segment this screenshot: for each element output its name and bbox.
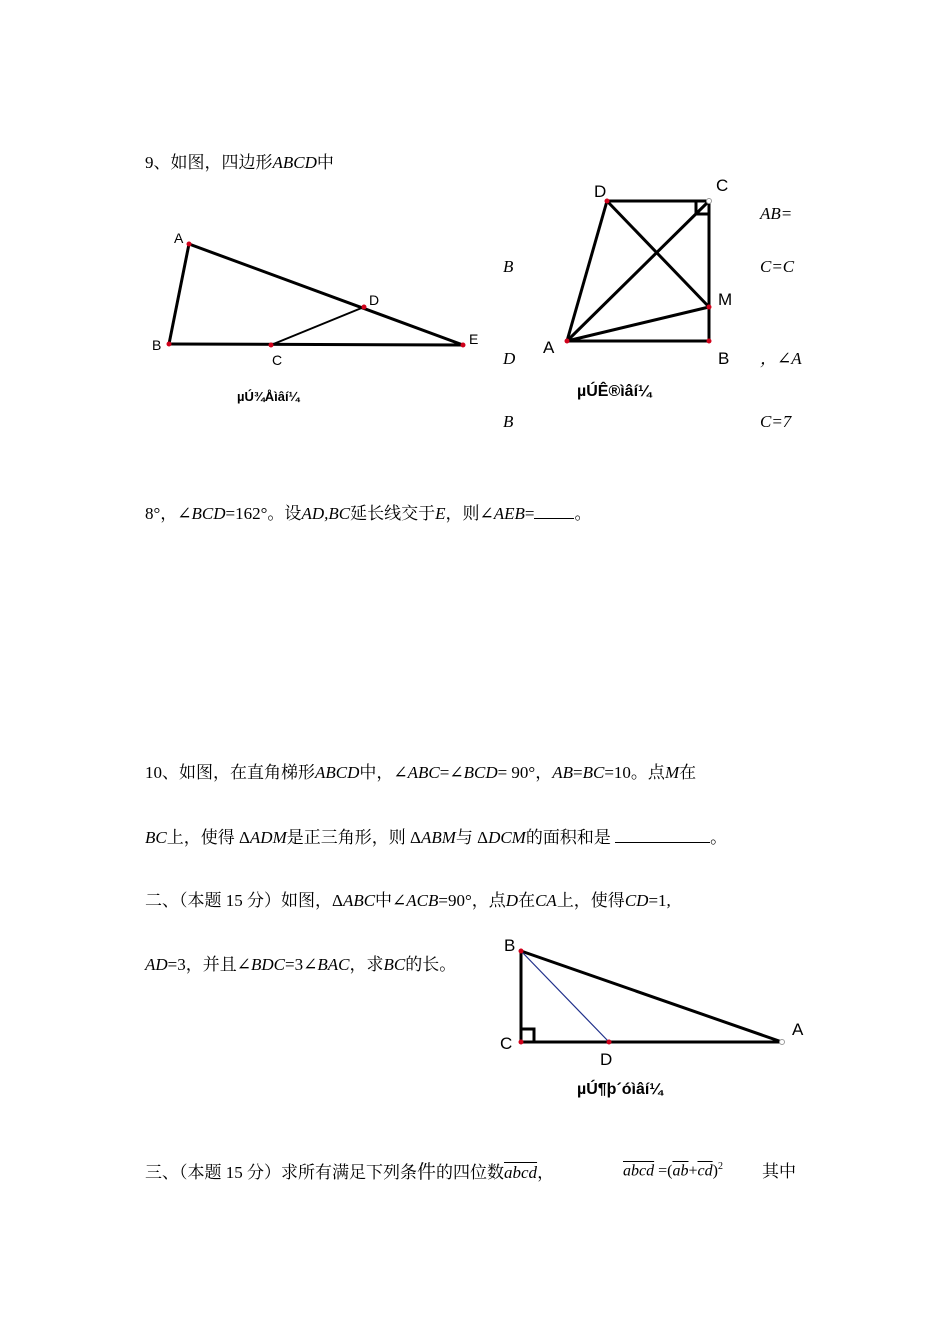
q9-fragment-b2: B <box>503 412 514 431</box>
q3-equation: abcd $=(\overline{ab}+\overline{cd})^2$ <box>623 1161 723 1180</box>
q3-line1: 三、（本题 15 分）求所有满足下列条件的四位数abcd， <box>145 1161 555 1183</box>
q9-fragment-angle-a: ，∠A <box>760 349 802 368</box>
fig3-label-b: B <box>504 936 516 955</box>
point-a <box>780 1040 785 1045</box>
fig2-label-c: C <box>716 176 729 195</box>
point-c <box>519 1040 524 1045</box>
fig3-label-d: D <box>600 1050 613 1069</box>
fig3-caption: µÚ¶þ´óìâí¼ <box>577 1081 663 1098</box>
fig2-label-m: M <box>718 290 733 309</box>
fig2-label-d: D <box>594 182 607 201</box>
q9-fragment-cc: C=C <box>760 257 795 276</box>
fig1-label-e: E <box>469 331 479 347</box>
fig2-caption: µÚÊ®ìâí¼ <box>577 383 652 400</box>
q3-line1-end: 其中 <box>762 1162 796 1181</box>
q9-line2: 8°，∠BCD=162°。设AD,BC延长线交于E，则∠AEB= 。 <box>145 504 592 523</box>
q9-fragment-d: D <box>503 349 516 368</box>
q3-number-abcd: abcd <box>504 1163 538 1182</box>
q2-line1: 二、（本题 15 分）如图，ΔABC中∠ACB=90°，点D在CA上，使得CD=1, <box>145 891 671 910</box>
q10-line2: BC上，使得 ΔADM是正三角形，则 ΔABM与 ΔDCM的面积和是 。 <box>145 828 728 847</box>
q9-intro: 9、如图，四边形ABCD中 <box>145 153 334 172</box>
q9-fragment-ab: AB= <box>760 204 793 223</box>
fig3-label-a: A <box>792 1020 804 1039</box>
q2-line2: AD=3，并且∠BDC=3∠BAC，求BC的长。 <box>145 955 457 974</box>
fig1-label-c: C <box>272 352 283 368</box>
q10-line1: 10、如图，在直角梯形ABCD中，∠ABC=∠BCD= 90°，AB=BC=10。点M在 <box>145 763 697 782</box>
fig1-caption: µÚ¾Åìâí¼ <box>237 389 300 404</box>
point-b <box>519 949 524 954</box>
point-d <box>607 1040 612 1045</box>
q9-fragment-b1: B <box>503 257 514 276</box>
fig2-label-b: B <box>718 349 730 368</box>
fig1-label-b: B <box>152 337 162 353</box>
q9-fragment-c7: C=7 <box>760 412 792 431</box>
fig2-label-a: A <box>543 338 555 357</box>
fig1-label-d: D <box>369 292 380 308</box>
fig1-label-a: A <box>174 230 184 246</box>
fig3-label-c: C <box>500 1034 513 1053</box>
